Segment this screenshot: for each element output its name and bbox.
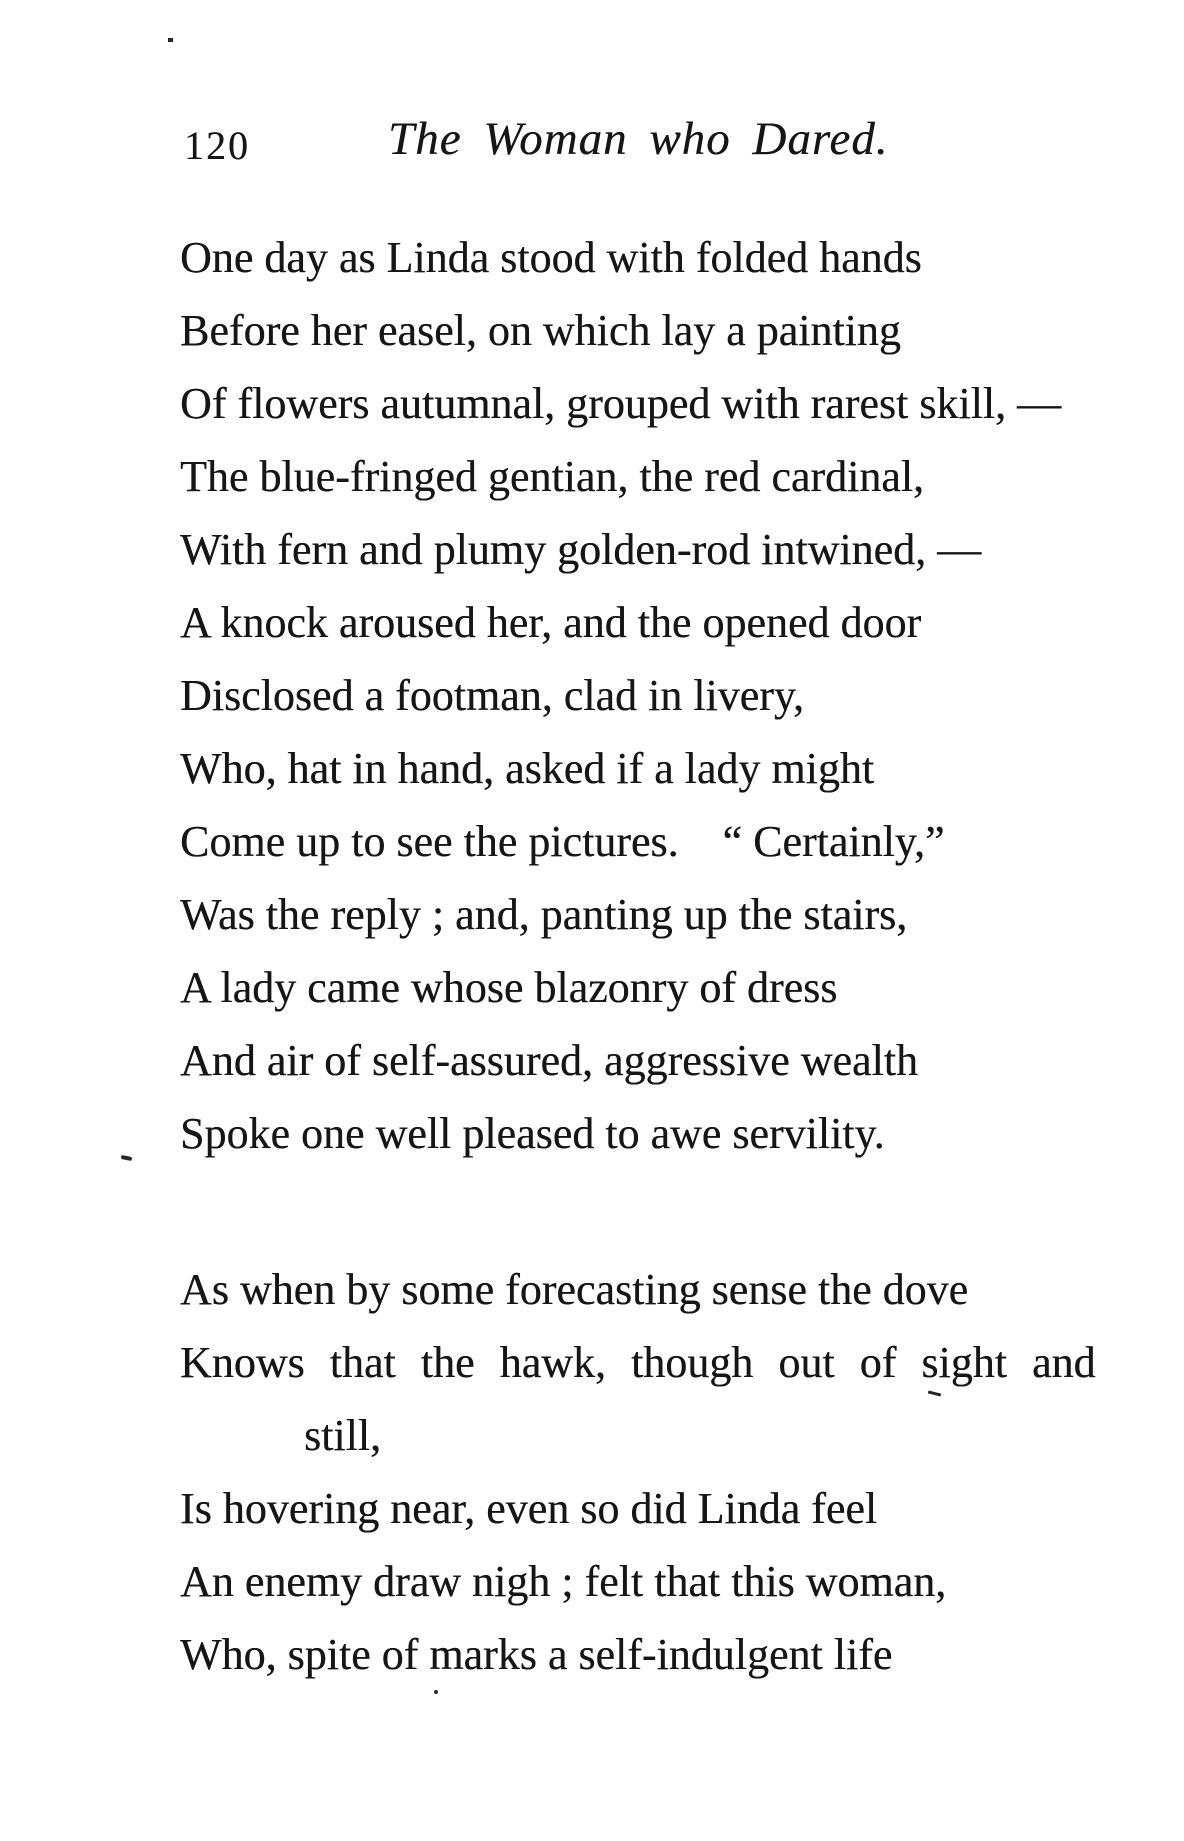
poem-line: Before her easel, on which lay a painting bbox=[180, 306, 901, 355]
poem-line: Who, hat in hand, asked if a lady might bbox=[180, 744, 875, 793]
poem-line: Disclosed a footman, clad in livery, bbox=[180, 671, 804, 720]
scan-speck bbox=[168, 38, 173, 42]
poem-line: Of flowers autumnal, grouped with rarest skill, — bbox=[180, 379, 1062, 428]
stanza bbox=[180, 1253, 1096, 1691]
poem-line: Knows that the hawk, though out of sight and bbox=[180, 1338, 1096, 1387]
stanza bbox=[180, 221, 1062, 1170]
poem-line: Spoke one well pleased to awe servility. bbox=[180, 1109, 885, 1158]
poem-line: With fern and plumy golden-rod intwined, — bbox=[180, 525, 982, 574]
poem-line: As when by some forecasting sense the dove bbox=[180, 1265, 969, 1314]
scan-speck bbox=[434, 1690, 438, 1694]
poem-line: And air of self-assured, aggressive wealth bbox=[180, 1036, 918, 1085]
poem-line: The blue-fringed gentian, the red cardinal, bbox=[180, 452, 925, 501]
poem-line: still, bbox=[304, 1411, 382, 1460]
poem-line: Come up to see the pictures. “ Certainly,” bbox=[180, 817, 945, 866]
poem-line: Who, spite of marks a self-indulgent life bbox=[180, 1630, 893, 1679]
scan-speck bbox=[121, 1155, 133, 1161]
poem-line: Is hovering near, even so did Linda feel bbox=[180, 1484, 878, 1533]
poem-line: An enemy draw nigh ; felt that this woman, bbox=[180, 1557, 947, 1606]
poem-line: Was the reply ; and, panting up the stairs, bbox=[180, 890, 908, 939]
poem-line: One day as Linda stood with folded hands bbox=[180, 233, 922, 282]
poem-line: A knock aroused her, and the opened door bbox=[180, 598, 922, 647]
poem-body bbox=[180, 221, 1096, 1691]
running-title: The Woman who Dared. bbox=[388, 113, 889, 165]
poem-line: A lady came whose blazonry of dress bbox=[180, 963, 838, 1012]
page-number: 120 bbox=[184, 123, 250, 168]
